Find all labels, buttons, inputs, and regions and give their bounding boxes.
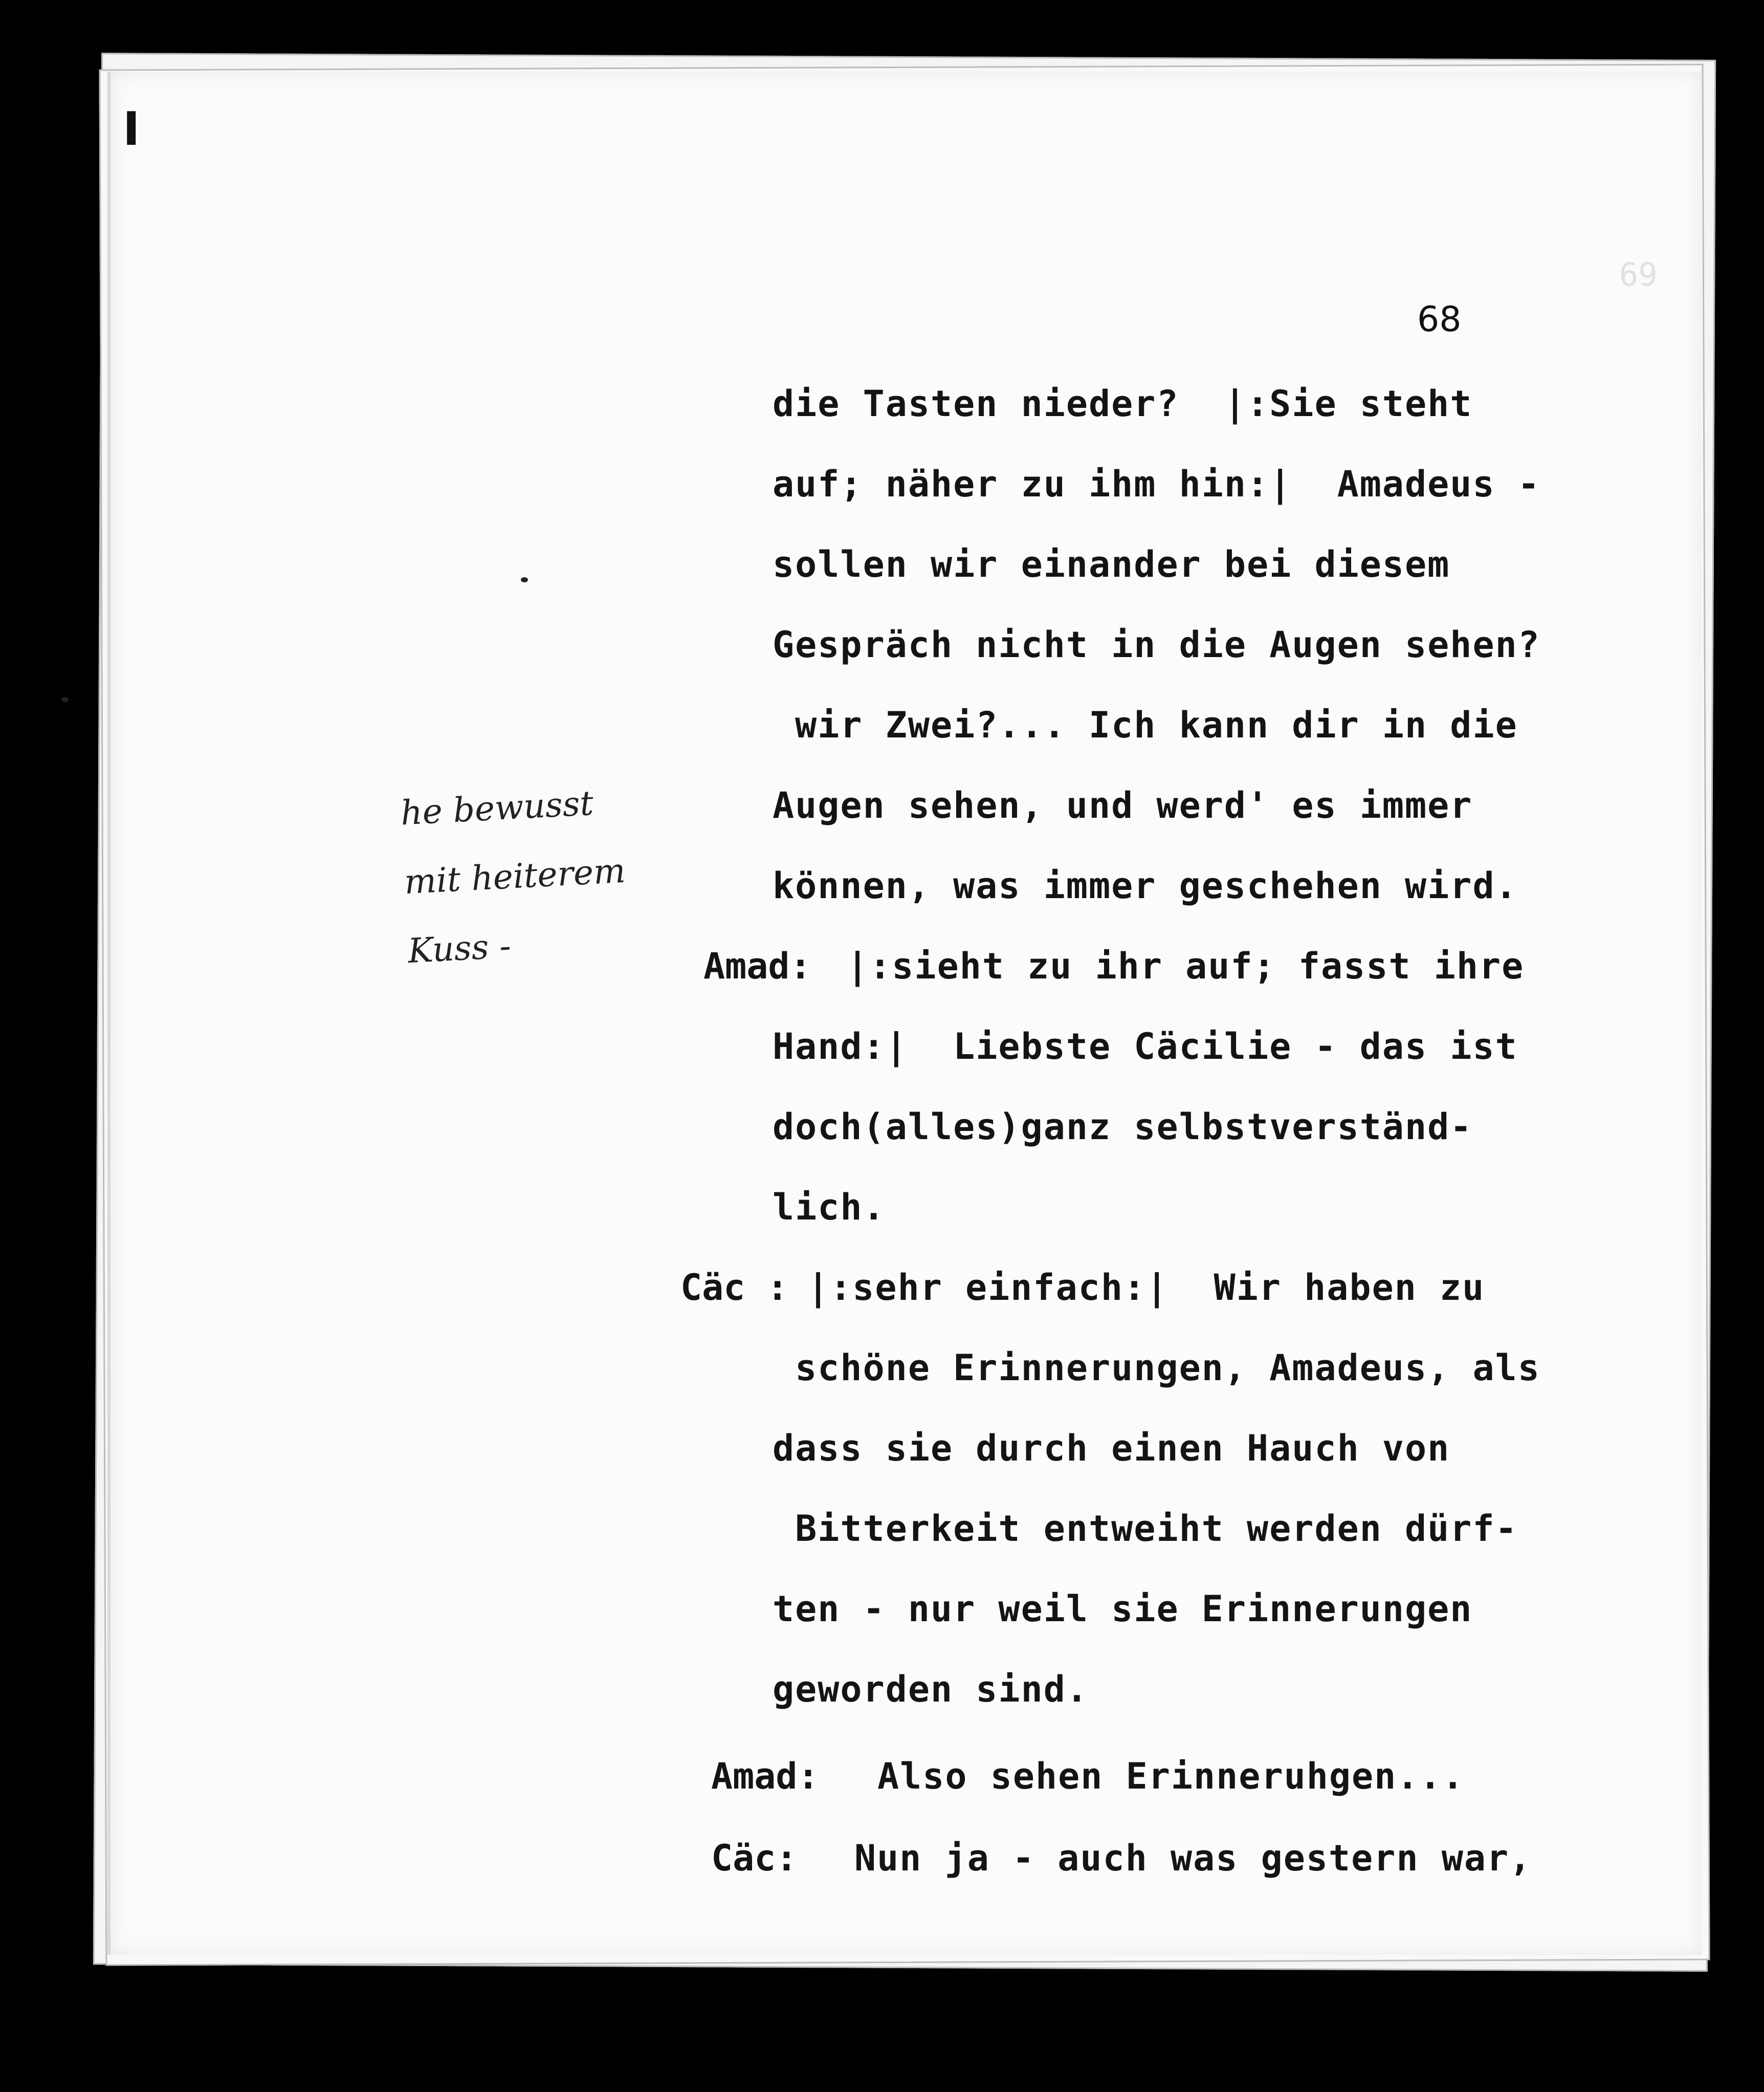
text-line: Also sehen Erinneruhgen... <box>877 1755 1465 1797</box>
page-number: 68 <box>1417 299 1462 340</box>
text-line: können, was immer geschehen wird. <box>773 865 1518 907</box>
text-line: |:sehr einfach:| Wir haben zu <box>807 1267 1485 1309</box>
handwritten-margin-note <box>399 767 631 986</box>
text-line: ten - nur weil sie Erinnerungen <box>773 1588 1473 1630</box>
text-line: Gespräch nicht in die Augen sehen? <box>773 624 1540 666</box>
speaker-label: Cäc : <box>680 1267 788 1309</box>
text-line: lich. <box>773 1186 886 1228</box>
speaker-label: Cäc: <box>711 1837 798 1879</box>
text-line: Hand:| Liebste Cäcilie - das ist <box>773 1026 1518 1067</box>
bleed-through-page-number: 69 <box>1619 256 1658 293</box>
text-line: doch(alles)ganz selbstverständ- <box>773 1106 1473 1148</box>
ink-speck <box>61 697 69 702</box>
note-line: he bewusst <box>400 783 594 833</box>
text-line: die Tasten nieder? |:Sie steht <box>773 383 1473 425</box>
text-line: Nun ja - auch was gestern war, <box>854 1837 1532 1879</box>
note-line: Kuss - <box>407 926 512 971</box>
note-line: mit heiterem <box>403 851 627 902</box>
corner-mark: I <box>123 102 140 156</box>
text-line: auf; näher zu ihm hin:| Amadeus - <box>773 463 1540 505</box>
text-line: Bitterkeit entweiht werden dürf- <box>773 1508 1518 1550</box>
text-line: sollen wir einander bei diesem <box>773 543 1450 585</box>
text-line: Augen sehen, und werd' es immer <box>773 784 1473 826</box>
text-line: geworden sind. <box>773 1668 1089 1710</box>
text-line: dass sie durch einen Hauch von <box>773 1427 1450 1469</box>
speaker-label: Amad: <box>711 1755 819 1797</box>
text-line: schöne Erinnerungen, Amadeus, als <box>773 1347 1540 1389</box>
text-line: wir Zwei?... Ich kann dir in die <box>773 704 1518 746</box>
text-line: |:sieht zu ihr auf; fasst ihre <box>847 945 1525 987</box>
speaker-label: Amad: <box>703 945 811 987</box>
ink-speck <box>521 577 528 582</box>
